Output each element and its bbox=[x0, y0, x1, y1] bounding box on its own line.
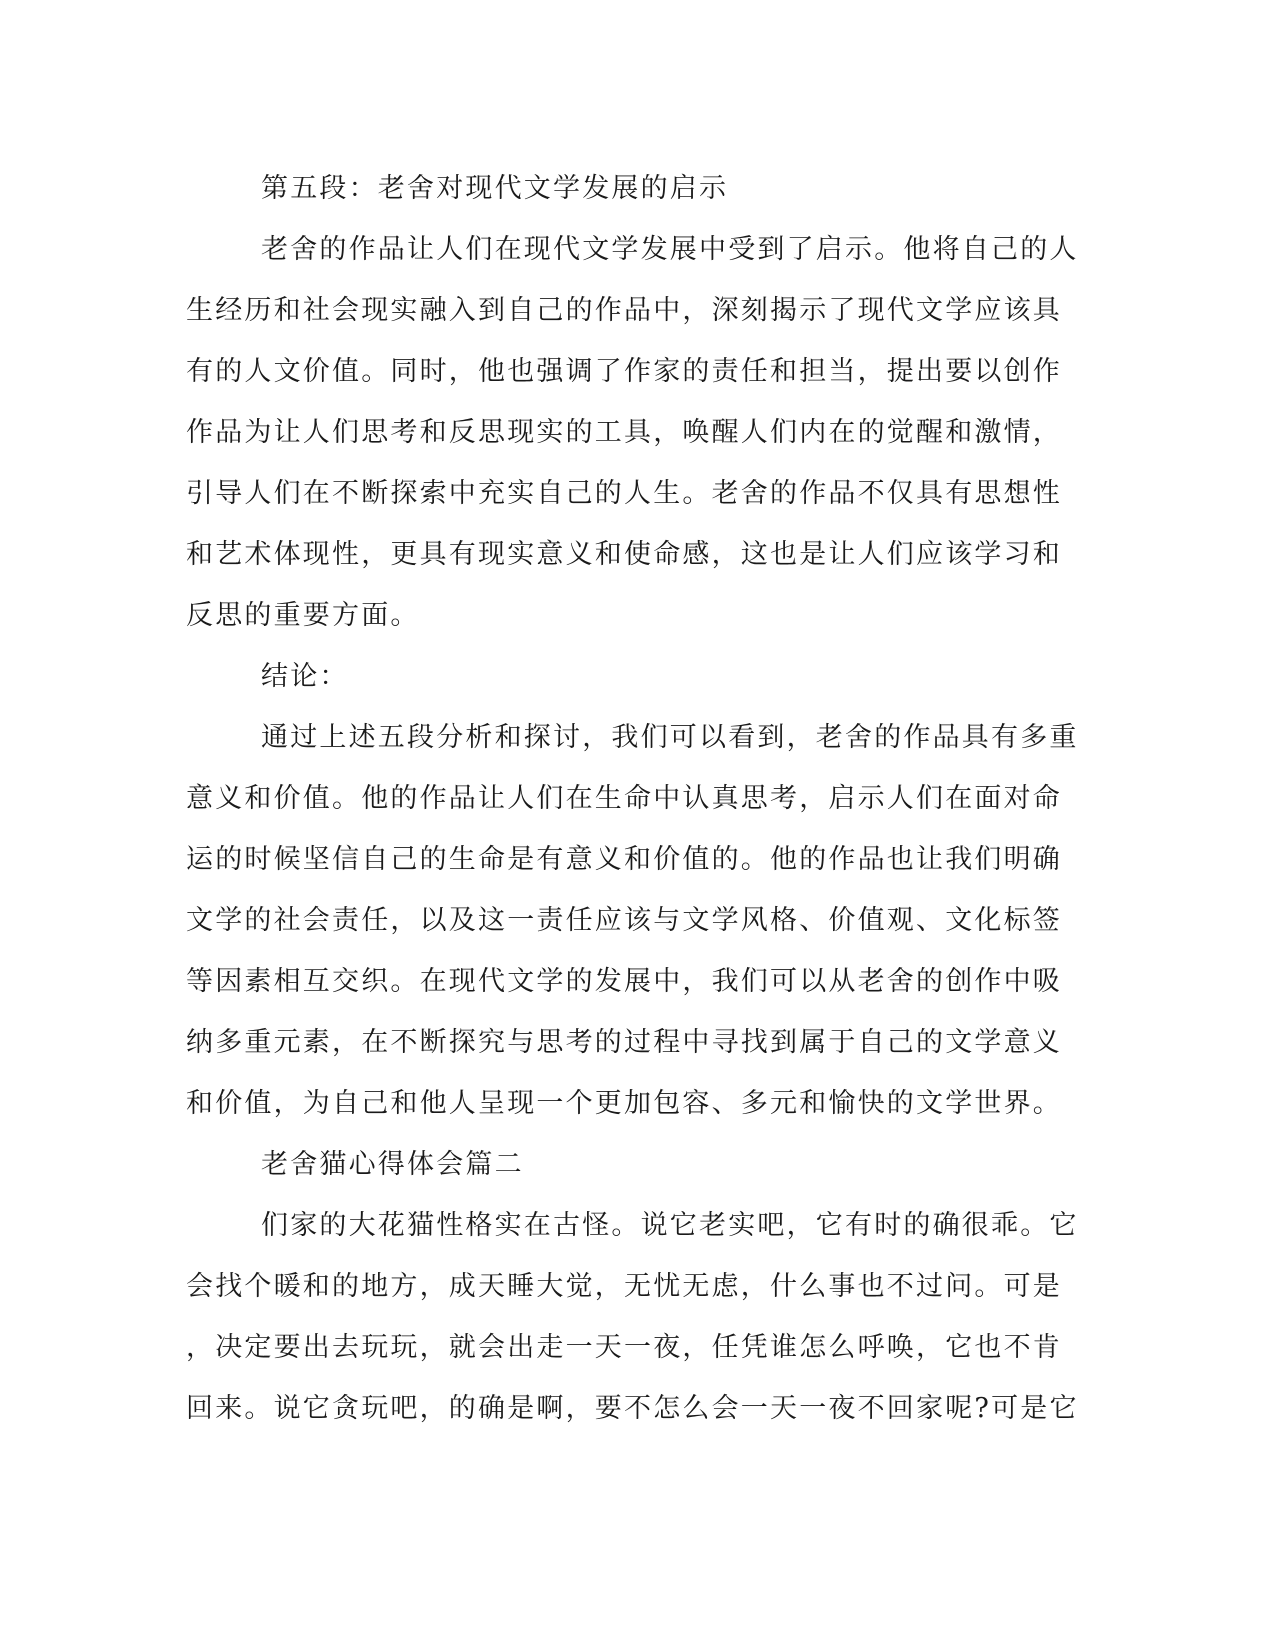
paragraph-line: 文学的社会责任，以及这一责任应该与文学风格、价值观、文化标签 bbox=[186, 905, 1062, 936]
paragraph-line: 作品为让人们思考和反思现实的工具，唤醒人们内在的觉醒和激情， bbox=[186, 417, 1062, 448]
paragraph-line: 反思的重要方面。 bbox=[186, 600, 420, 631]
paragraph-line: 生经历和社会现实融入到自己的作品中，深刻揭示了现代文学应该具 bbox=[186, 295, 1062, 326]
paragraph-line: ，决定要出去玩玩，就会出走一天一夜，任凭谁怎么呼唤，它也不肯 bbox=[186, 1332, 1062, 1363]
paragraph-line: 和艺术体现性，更具有现实意义和使命感，这也是让人们应该学习和 bbox=[186, 539, 1062, 570]
paragraph-line: 老舍的作品让人们在现代文学发展中受到了启示。他将自己的人 bbox=[261, 234, 1079, 265]
section-heading-conclusion: 结论： bbox=[261, 661, 349, 692]
document-body bbox=[186, 158, 1079, 1439]
paragraph-line: 纳多重元素，在不断探究与思考的过程中寻找到属于自己的文学意义 bbox=[186, 1027, 1062, 1058]
paragraph-line: 等因素相互交织。在现代文学的发展中，我们可以从老舍的创作中吸 bbox=[186, 966, 1062, 997]
paragraph-line: 引导人们在不断探索中充实自己的人生。老舍的作品不仅具有思想性 bbox=[186, 478, 1062, 509]
section-heading-part-five: 第五段：老舍对现代文学发展的启示 bbox=[261, 173, 729, 204]
paragraph-line: 和价值，为自己和他人呈现一个更加包容、多元和愉快的文学世界。 bbox=[186, 1088, 1062, 1119]
paragraph-line: 通过上述五段分析和探讨，我们可以看到，老舍的作品具有多重 bbox=[261, 722, 1079, 753]
paragraph-line: 意义和价值。他的作品让人们在生命中认真思考，启示人们在面对命 bbox=[186, 783, 1062, 814]
paragraph-line: 有的人文价值。同时，他也强调了作家的责任和担当，提出要以创作 bbox=[186, 356, 1062, 387]
section-heading-part-two: 老舍猫心得体会篇二 bbox=[261, 1149, 524, 1180]
paragraph-line: 们家的大花猫性格实在古怪。说它老实吧，它有时的确很乖。它 bbox=[261, 1210, 1079, 1241]
paragraph-line: 会找个暖和的地方，成天睡大觉，无忧无虑，什么事也不过问。可是 bbox=[186, 1271, 1062, 1302]
paragraph-line: 回来。说它贪玩吧，的确是啊，要不怎么会一天一夜不回家呢?可是它 bbox=[186, 1393, 1079, 1424]
paragraph-line: 运的时候坚信自己的生命是有意义和价值的。他的作品也让我们明确 bbox=[186, 844, 1062, 875]
